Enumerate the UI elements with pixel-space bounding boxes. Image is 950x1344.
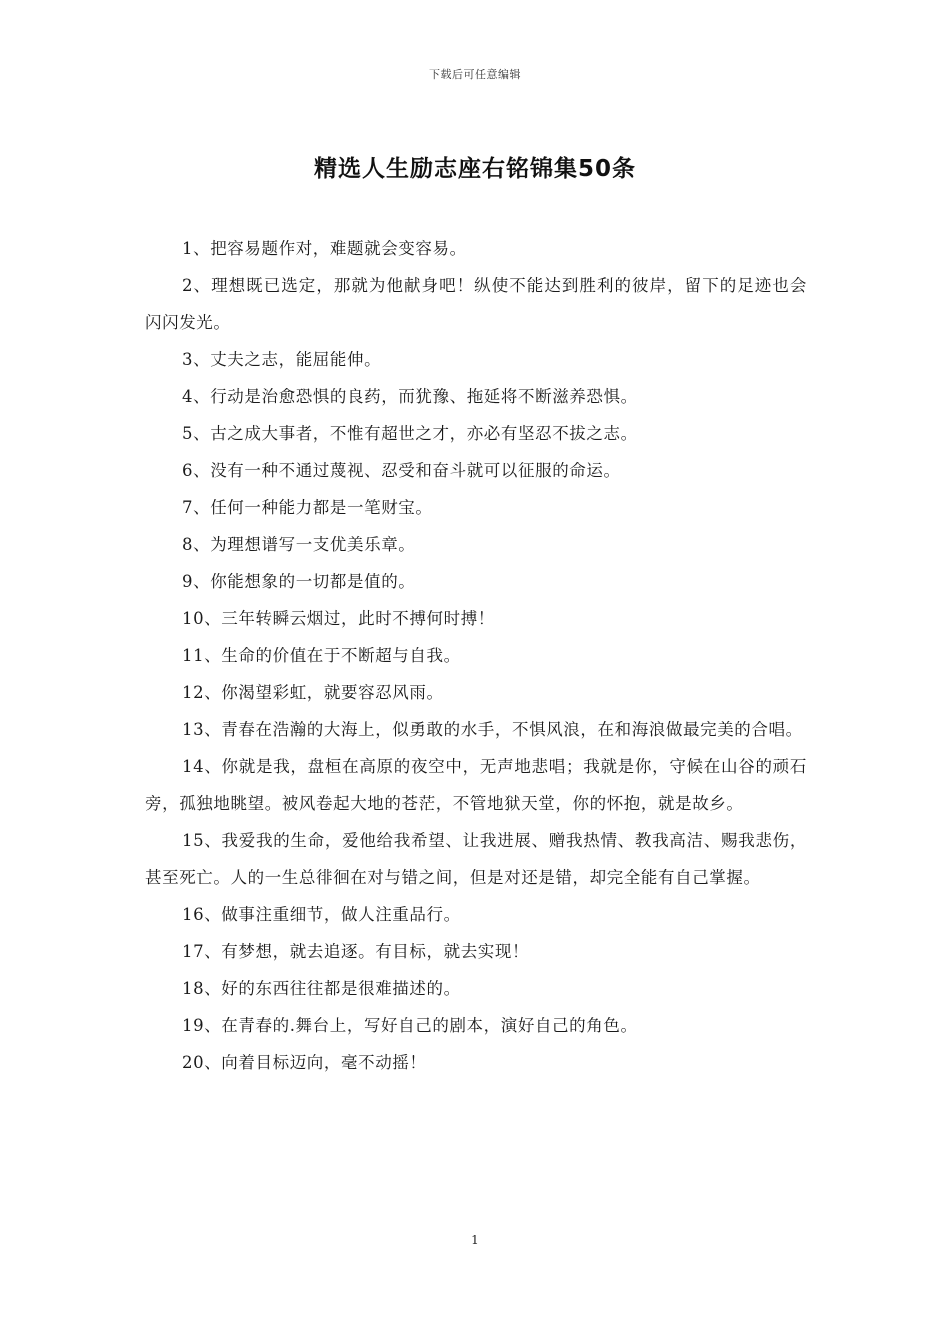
document-title: 精选人生励志座右铭锦集50条 bbox=[313, 156, 636, 182]
item-list bbox=[145, 230, 807, 1081]
list-item: 12、你渴望彩虹，就要容忍风雨。 bbox=[182, 683, 444, 702]
list-item: 6、没有一种不通过蔑视、忍受和奋斗就可以征服的命运。 bbox=[182, 461, 621, 480]
list-item: 4、行动是治愈恐惧的良药，而犹豫、拖延将不断滋养恐惧。 bbox=[182, 387, 638, 406]
list-item: 13、青春在浩瀚的大海上，似勇敢的水手，不惧风浪，在和海浪做最完美的合唱。 bbox=[182, 720, 803, 739]
page-number: 1 bbox=[471, 1233, 479, 1247]
list-item: 14、你就是我，盘桓在高原的夜空中，无声地悲唱；我就是你，守候在山谷的顽石旁，孤独地眺望。被风卷起大地的苍茫，不管地狱天堂，你的怀抱，就是故乡。 bbox=[145, 757, 807, 813]
list-item: 11、生命的价值在于不断超与自我。 bbox=[182, 646, 461, 665]
list-item: 19、在青春的.舞台上，写好自己的剧本，演好自己的角色。 bbox=[182, 1016, 638, 1035]
list-item: 2、理想既已选定，那就为他献身吧！纵使不能达到胜利的彼岸，留下的足迹也会闪闪发光。 bbox=[145, 276, 807, 332]
list-item: 17、有梦想，就去追逐。有目标，就去实现！ bbox=[182, 942, 530, 961]
list-item: 15、我爱我的生命，爱他给我希望、让我进展、赠我热情、教我高洁、赐我悲伤，甚至死亡。人的一生总徘徊在对与错之间，但是对还是错，却完全能有自己掌握。 bbox=[145, 831, 807, 887]
list-item: 8、为理想谱写一支优美乐章。 bbox=[182, 535, 416, 554]
list-item: 5、古之成大事者，不惟有超世之才，亦必有坚忍不拔之志。 bbox=[182, 424, 638, 443]
list-item: 1、把容易题作对，难题就会变容易。 bbox=[182, 239, 467, 258]
list-item: 20、向着目标迈向，毫不动摇！ bbox=[182, 1053, 427, 1072]
list-item: 10、三年转瞬云烟过，此时不搏何时搏！ bbox=[182, 609, 495, 628]
list-item: 16、做事注重细节，做人注重品行。 bbox=[182, 905, 461, 924]
list-item: 9、你能想象的一切都是值的。 bbox=[182, 572, 416, 591]
list-item: 7、任何一种能力都是一笔财宝。 bbox=[182, 498, 433, 517]
header-note: 下载后可任意编辑 bbox=[429, 68, 521, 81]
list-item: 3、丈夫之志，能屈能伸。 bbox=[182, 350, 382, 369]
list-item: 18、好的东西往往都是很难描述的。 bbox=[182, 979, 461, 998]
